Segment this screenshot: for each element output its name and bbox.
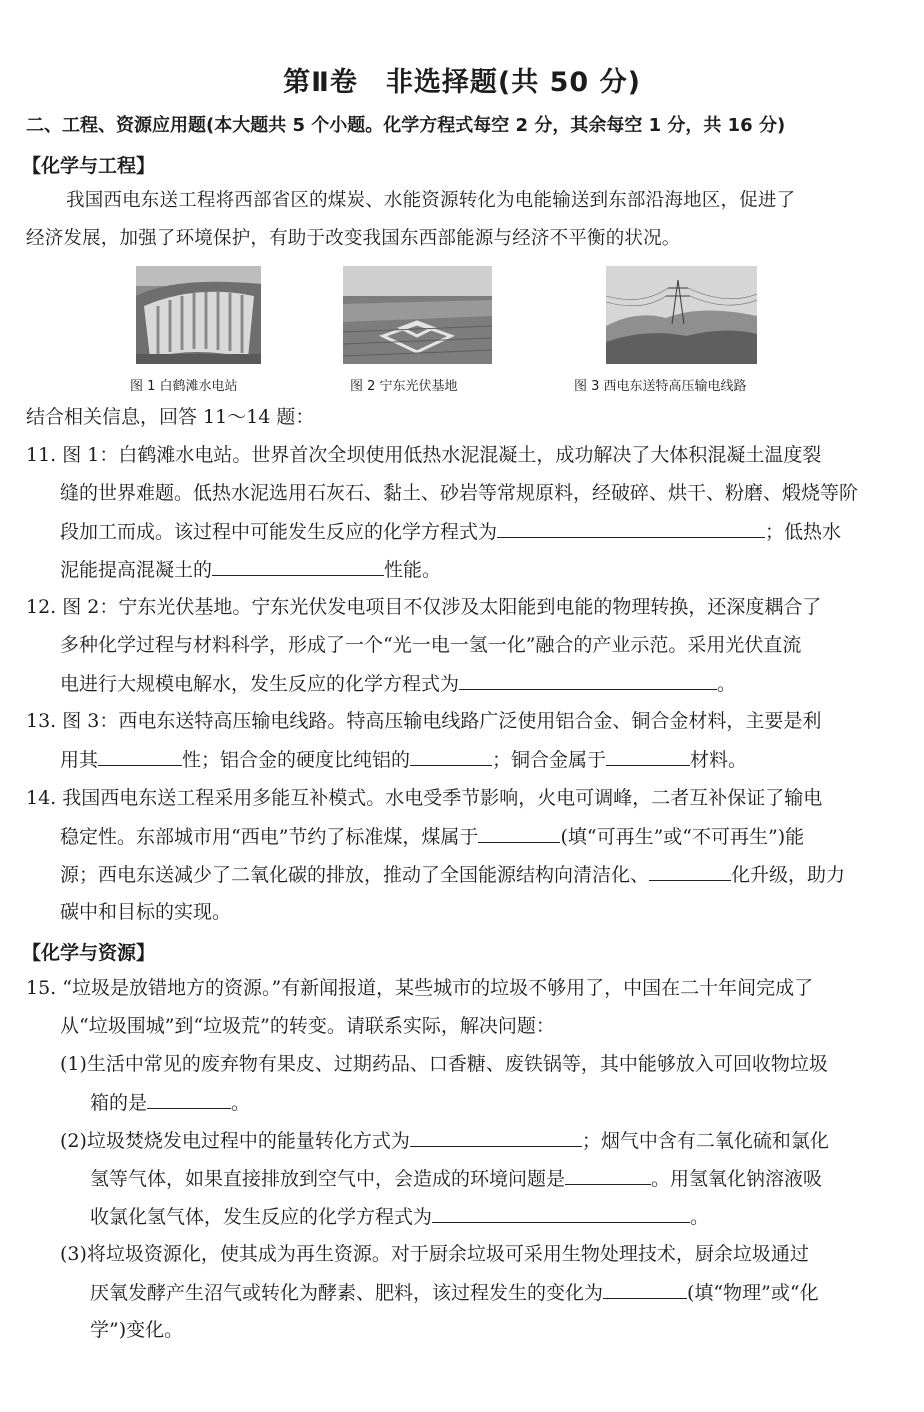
q15-p2-text-a: (2)垃圾焚烧发电过程中的能量转化方式为: [60, 1130, 410, 1152]
q13-text-d: 材料。: [690, 749, 748, 771]
tag-chemistry-resources: 【化学与资源】: [22, 942, 156, 964]
q15-part3-line-1: (3)将垃圾资源化，使其成为再生资源。对于厨余垃圾可采用生物处理技术，厨余垃圾通过: [60, 1243, 809, 1265]
q15-line-2: 从“垃圾围城”到“垃圾荒”的转变。请联系实际，解决问题：: [60, 1015, 555, 1037]
q14-text-b: (填“可再生”或“不可再生”)能: [560, 826, 805, 848]
q15-equation-blank[interactable]: [432, 1203, 690, 1223]
q15-part3-line-3: 学”)变化。: [90, 1319, 184, 1341]
q15-part2-line-2: [90, 1165, 822, 1192]
q14-text-c: 源；西电东送减少了二氧化碳的排放，推动了全国能源结构向清洁化、: [60, 864, 650, 886]
q11-line-3-tail: ；低热水: [765, 521, 842, 543]
tag-chemistry-engineering: 【化学与工程】: [22, 155, 156, 177]
q11-line-1: 11. 图 1：白鹤滩水电站。世界首次全坝使用低热水泥混凝土，成功解决了大体积混凝土温度裂: [26, 444, 822, 466]
q14-line-4: 碳中和目标的实现。: [60, 901, 232, 923]
q15-p1-tail: 。: [231, 1092, 251, 1114]
q15-part3-line-2: [90, 1279, 819, 1306]
q13-hardness-blank[interactable]: [410, 746, 492, 766]
q15-energy-blank[interactable]: [410, 1127, 582, 1147]
figure-3-transmission-photo: [606, 266, 757, 364]
q14-upgrade-blank[interactable]: [649, 861, 731, 881]
q11-line-4-tail: 性能。: [384, 559, 442, 581]
q15-part2-line-3: [90, 1203, 709, 1230]
q13-text-c: ；铜合金属于: [492, 749, 607, 771]
q15-part2-line-1: [60, 1127, 829, 1154]
q15-p2-text-e: 收氯化氢气体，发生反应的化学方程式为: [90, 1206, 433, 1228]
q12-line-2: 多种化学过程与材料科学，形成了一个“光一电一氢一化”融合的产业示范。采用光伏直流: [60, 634, 802, 656]
q11-line-4-text: 泥能提高混凝土的: [60, 559, 213, 581]
figure-2-caption: 图 2 宁东光伏基地: [350, 379, 458, 394]
q15-p2-text-c: 氢等气体，如果直接排放到空气中，会造成的环境问题是: [90, 1168, 566, 1190]
q13-line-2: [60, 746, 747, 773]
q12-line-3-text: 电进行大规模电解水，发生反应的化学方程式为: [60, 673, 460, 695]
q14-renewable-blank[interactable]: [478, 823, 560, 843]
q13-text-a: 用其: [60, 749, 99, 771]
q14-line-3: [60, 861, 845, 888]
q11-property-blank[interactable]: [212, 556, 384, 576]
q15-line-1: 15. “垃圾是放错地方的资源。”有新闻报道，某些城市的垃圾不够用了，中国在二十年间完成了: [26, 977, 814, 999]
q13-line-1: 13. 图 3：西电东送特高压输电线路。特高压输电线路广泛使用铝合金、铜合金材料，主要是利: [26, 710, 822, 732]
q11-line-3-text: 段加工而成。该过程中可能发生反应的化学方程式为: [60, 521, 498, 543]
q14-line-2: [60, 823, 804, 850]
page-title: 第Ⅱ卷 非选择题(共 50 分): [283, 67, 641, 98]
q15-p2-tail: 。: [690, 1206, 710, 1228]
q15-change-blank[interactable]: [603, 1279, 687, 1299]
q14-text-d: 化升级，助力: [731, 864, 846, 886]
q13-material-blank[interactable]: [606, 746, 690, 766]
q15-p1-text: 箱的是: [90, 1092, 148, 1114]
q15-p2-text-b: ；烟气中含有二氧化硫和氯化: [581, 1130, 829, 1152]
figure-2-photovoltaic-photo: [343, 266, 492, 364]
q15-p2-text-d: 。用氢氧化钠溶液吸: [651, 1168, 823, 1190]
q13-text-b: 性；铝合金的硬度比纯铝的: [182, 749, 411, 771]
q15-p3-text-b: 厌氧发酵产生沼气或转化为酵素、肥料，该过程发生的变化为: [90, 1282, 604, 1304]
q12-line-1: 12. 图 2：宁东光伏基地。宁东光伏发电项目不仅涉及太阳能到电能的物理转换，还深度耦合了: [26, 596, 822, 618]
intro-line-1: 我国西电东送工程将西部省区的煤炭、水能资源转化为电能输送到东部沿海地区，促进了: [66, 190, 796, 211]
q14-text-a: 稳定性。东部城市用“西电”节约了标准煤，煤属于: [60, 826, 479, 848]
figure-1-caption: 图 1 白鹤滩水电站: [130, 379, 238, 394]
q12-equation-blank[interactable]: [459, 670, 717, 690]
q15-p3-text-c: (填“物理”或“化: [687, 1282, 819, 1304]
figure-1-hydropower-photo: [136, 266, 261, 364]
q15-part1-line-2: [90, 1089, 250, 1116]
intro-line-2: 经济发展，加强了环境保护，有助于改变我国东西部能源与经济不平衡的状况。: [26, 228, 681, 249]
q15-recyclable-blank[interactable]: [147, 1089, 231, 1109]
q11-equation-blank[interactable]: [497, 518, 765, 538]
q11-line-3: [60, 518, 841, 545]
q13-property-blank[interactable]: [98, 746, 182, 766]
lead-text: 结合相关信息，回答 11～14 题：: [26, 406, 315, 428]
section-heading: 二、工程、资源应用题(本大题共 5 个小题。化学方程式每空 2 分，其余每空 1 分，共 16 分): [26, 115, 786, 136]
figure-3-caption: 图 3 西电东送特高压输电线路: [574, 379, 747, 394]
q11-line-2: 缝的世界难题。低热水泥选用石灰石、黏土、砂岩等常规原料，经破碎、烘干、粉磨、煅烧等阶: [60, 482, 859, 504]
q15-part1-line-1: (1)生活中常见的废弃物有果皮、过期药品、口香糖、废铁锅等，其中能够放入可回收物垃圾: [60, 1053, 828, 1075]
q12-line-3: [60, 670, 736, 697]
q14-line-1: 14. 我国西电东送工程采用多能互补模式。水电受季节影响，火电可调峰，二者互补保证了输电: [26, 787, 823, 809]
q12-line-3-tail: 。: [717, 673, 737, 695]
q11-line-4: [60, 556, 441, 583]
q15-environment-blank[interactable]: [565, 1165, 651, 1185]
